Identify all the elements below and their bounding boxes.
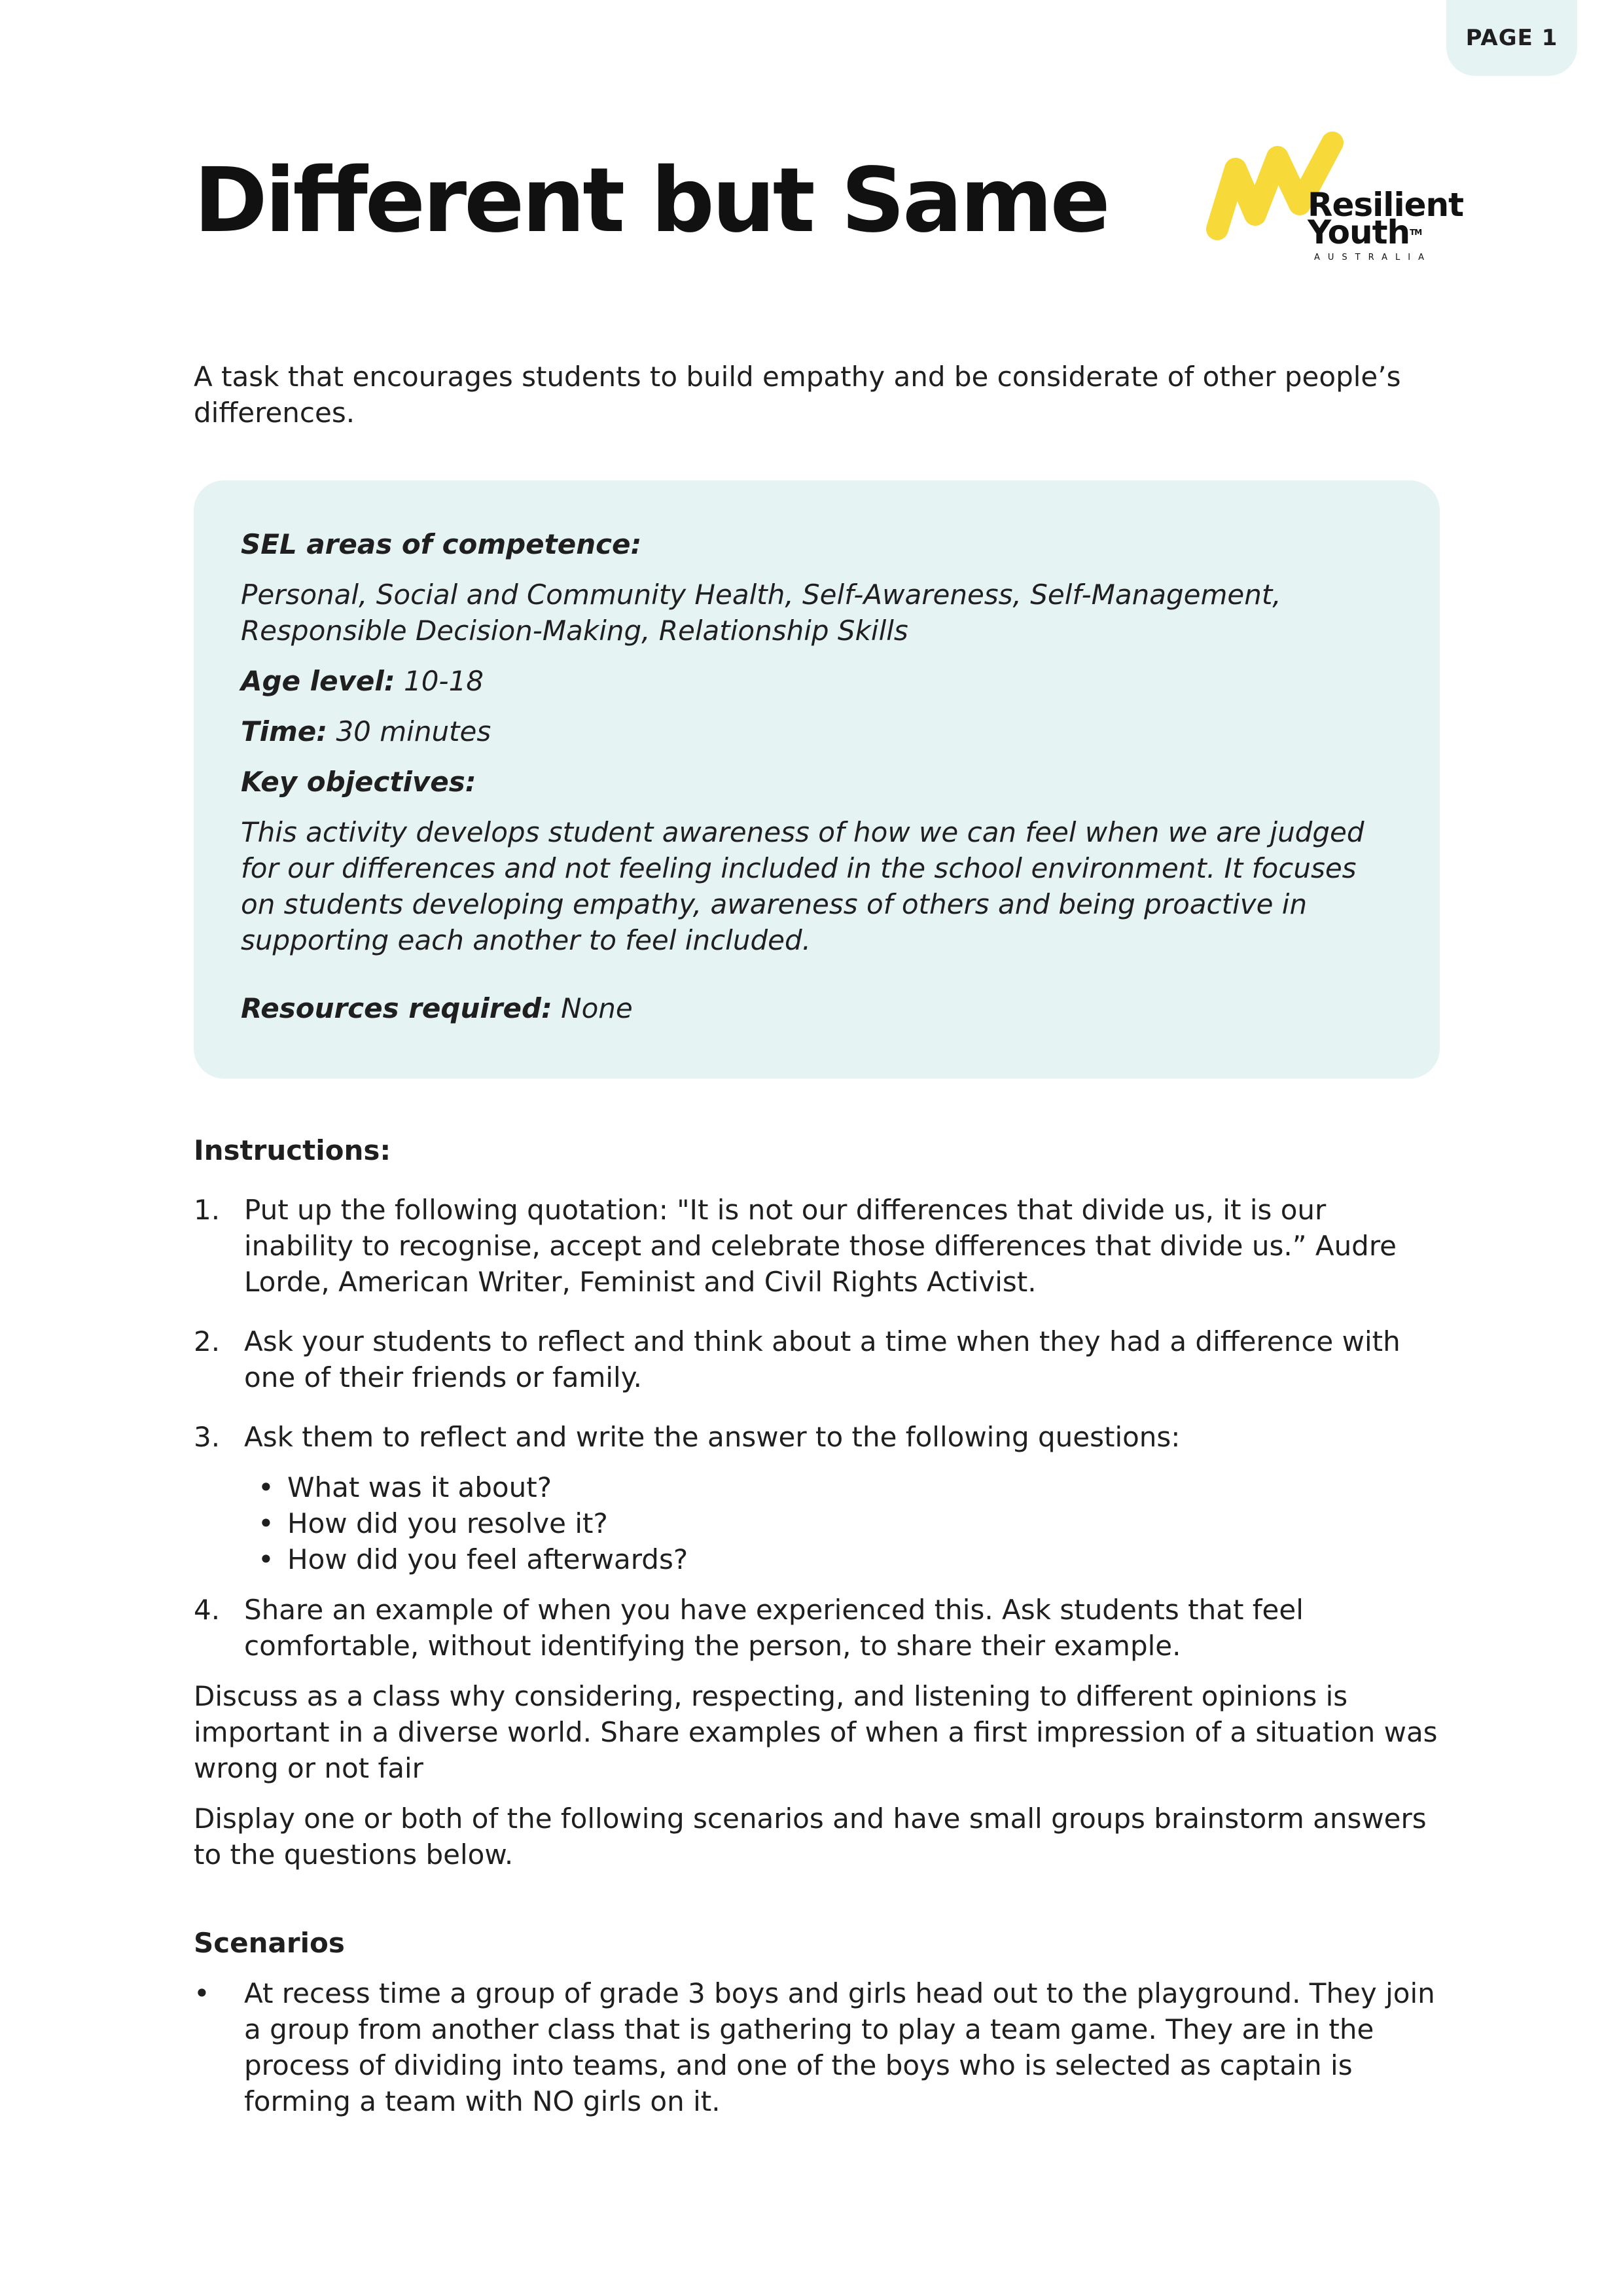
sel-label: SEL areas of competence: xyxy=(241,528,642,560)
step-number: 3. xyxy=(194,1421,221,1453)
page-number-label: PAGE 1 xyxy=(1465,25,1558,51)
resilient-youth-logo xyxy=(1204,131,1463,268)
age-label: Age level: xyxy=(241,665,395,697)
instruction-step xyxy=(194,1419,1444,1455)
age-row xyxy=(241,663,1393,699)
step-text: Put up the following quotation: "It is not our differences that divide us, it is our inability to recognise, accept and celebrate those differences that divide us.” Audre Lorde, American Writer, Feminist and Civil Rights Activist. xyxy=(244,1194,1397,1298)
bullet-icon: • xyxy=(258,1543,274,1575)
bullet-icon: • xyxy=(258,1471,274,1503)
step-text: Share an example of when you have experienced this. Ask students that feel comfortable, without identifying the person, to share their example. xyxy=(244,1594,1304,1662)
time-row xyxy=(241,713,1393,749)
logo-word-bottom: Youth xyxy=(1308,213,1410,251)
time-label: Time: xyxy=(241,715,328,747)
step-text: Ask them to reflect and write the answer to the following questions: xyxy=(244,1421,1181,1453)
scenarios-heading: Scenarios xyxy=(194,1927,345,1959)
question-item xyxy=(258,1505,1444,1541)
time-value: 30 minutes xyxy=(327,715,491,747)
question-item xyxy=(258,1469,1444,1505)
objectives-value: This activity develops student awareness of how we can feel when we are judged for our differences and not feeling included in the school environment. It focuses on students developing empathy, awareness of others and being proactive in supporting each another to feel included. xyxy=(241,816,1364,956)
display-paragraph: Display one or both of the following scenarios and have small groups brainstorm answers to the questions below. xyxy=(194,1803,1427,1871)
bullet-icon: • xyxy=(194,1977,210,2009)
page-title: Different but Same xyxy=(194,149,1108,253)
objectives-label: Key objectives: xyxy=(241,766,476,798)
step-text: Ask your students to reflect and think about a time when they had a difference with one of their friends or family. xyxy=(244,1325,1400,1393)
scenario-text: At recess time a group of grade 3 boys and girls head out to the playground. They join a group from another class that is gathering to play a team game. They are in the process of dividing into teams, and one of the boys who is selected as captain is forming a team with NO girls on it. xyxy=(244,1977,1435,2117)
logo-tm: TM xyxy=(1410,228,1422,237)
step-number: 1. xyxy=(194,1194,221,1226)
resources-label: Resources required: xyxy=(241,992,552,1024)
discuss-paragraph: Discuss as a class why considering, respecting, and listening to different opinions is important in a diverse world. Share examples of when a first impression of a situation was wrong or not fair xyxy=(194,1680,1438,1784)
question-list xyxy=(194,1469,1444,1577)
scenario-item xyxy=(194,1975,1444,2119)
instruction-step xyxy=(194,1192,1444,1300)
resources-row xyxy=(241,990,1393,1026)
sel-value: Personal, Social and Community Health, Self-Awareness, Self-Management, Responsible Decision-Making, Relationship Skills xyxy=(241,579,1281,647)
question-text: How did you resolve it? xyxy=(287,1507,608,1539)
step-number: 4. xyxy=(194,1594,221,1626)
question-text: How did you feel afterwards? xyxy=(287,1543,688,1575)
instruction-step xyxy=(194,1592,1444,1664)
logo-word-top: Resilient xyxy=(1308,186,1463,224)
instructions-section xyxy=(194,1132,1444,2119)
bullet-icon: • xyxy=(258,1507,274,1539)
resources-value: None xyxy=(552,992,633,1024)
activity-info-box xyxy=(194,480,1440,1079)
logo-subtitle: AUSTRALIA xyxy=(1314,253,1432,262)
logo-wordmark xyxy=(1308,186,1463,251)
page-number-tab xyxy=(1446,0,1577,76)
instruction-step xyxy=(194,1323,1444,1395)
step-number: 2. xyxy=(194,1325,221,1357)
question-item xyxy=(258,1541,1444,1577)
age-value: 10-18 xyxy=(395,665,484,697)
question-text: What was it about? xyxy=(287,1471,552,1503)
intro-paragraph: A task that encourages students to build empathy and be considerate of other people’s differences. xyxy=(194,361,1401,429)
instructions-heading: Instructions: xyxy=(194,1134,391,1166)
